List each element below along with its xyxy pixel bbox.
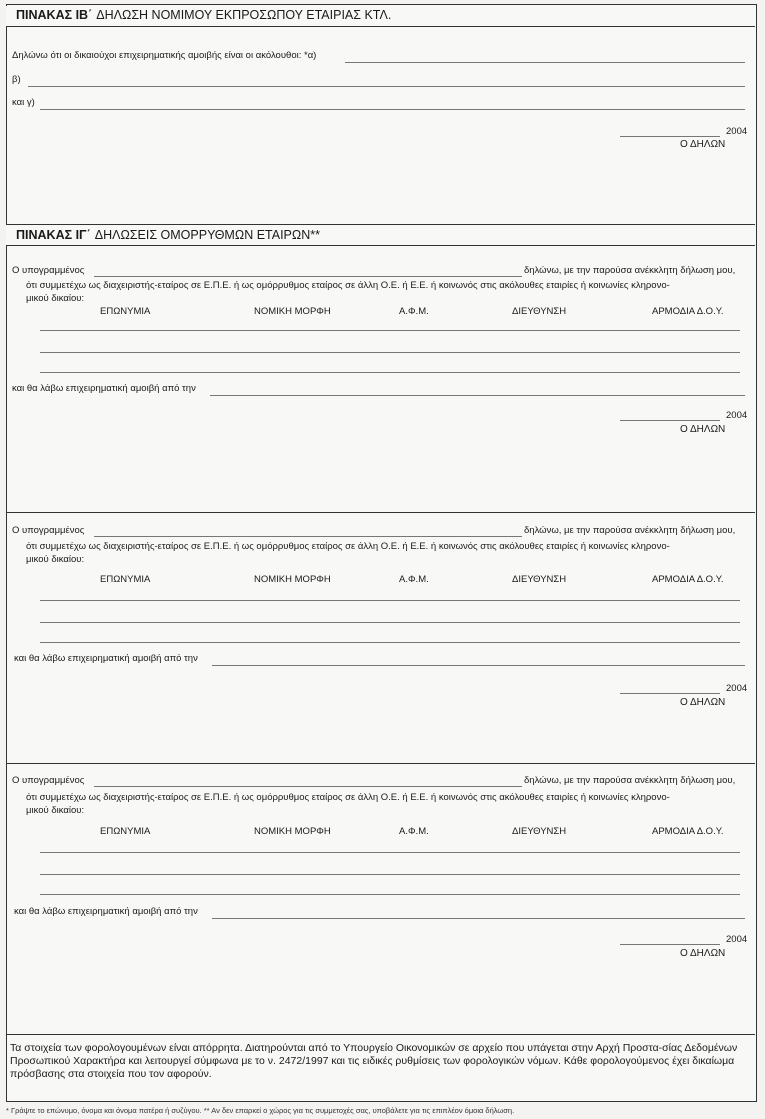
ig3-date-line[interactable] bbox=[620, 944, 720, 945]
ig3-fee-line[interactable] bbox=[212, 918, 745, 919]
section-ib-title bbox=[16, 8, 391, 22]
ig3-name-line[interactable] bbox=[94, 786, 522, 787]
ig3-row-2[interactable] bbox=[40, 874, 740, 875]
ig2-col-address: ΔΙΕΥΘΥΝΣΗ bbox=[512, 574, 567, 585]
ig2-col-doy: ΑΡΜΟΔΙΑ Δ.Ο.Υ. bbox=[652, 574, 724, 585]
ig3-year: 2004 bbox=[726, 934, 748, 945]
section-ig-title bbox=[16, 228, 320, 242]
ib-date-line[interactable] bbox=[620, 136, 720, 137]
ig2-col-afm: Α.Φ.Μ. bbox=[399, 574, 429, 585]
ig2-declarant: Ο ΔΗΛΩΝ bbox=[680, 697, 726, 708]
ig1-row-1[interactable] bbox=[40, 330, 740, 331]
ig1-row-2[interactable] bbox=[40, 352, 740, 353]
ib-beneficiary-b-line[interactable] bbox=[28, 86, 745, 87]
ib-beneficiary-c-line[interactable] bbox=[40, 109, 745, 110]
footer-divider bbox=[6, 1034, 755, 1035]
ig1-date-line[interactable] bbox=[620, 420, 720, 421]
ig1-col-legal-form: ΝΟΜΙΚΗ ΜΟΡΦΗ bbox=[254, 306, 331, 317]
ib-declarant: Ο ΔΗΛΩΝ bbox=[680, 139, 726, 150]
ig3-declarant: Ο ΔΗΛΩΝ bbox=[680, 948, 726, 959]
section-ib-header bbox=[6, 6, 755, 27]
ib-item-c: και γ) bbox=[12, 97, 35, 108]
ib-statement: Δηλώνω ότι οι δικαιούχοι επιχειρηματικής αμοιβής είναι οι ακόλουθοι: *α) bbox=[12, 50, 317, 61]
ig2-name-line[interactable] bbox=[94, 536, 522, 537]
ig3-participation-1: ότι συμμετέχω ως διαχειριστής-εταίρος σε Ε.Π.Ε. ή ως ομόρρυθμος εταίρος σε άλλη Ο.Ε. ή Ε.Ε. ή κοινωνός στις ακόλουθες εταιρίες ή κοινωνίες κληρονο- bbox=[26, 792, 670, 803]
ig2-col-legal-form: ΝΟΜΙΚΗ ΜΟΡΦΗ bbox=[254, 574, 331, 585]
ig1-fee: και θα λάβω επιχειρηματική αμοιβή από την bbox=[12, 383, 196, 394]
ig2-fee: και θα λάβω επιχειρηματική αμοιβή από την bbox=[14, 653, 198, 664]
ig3-row-3[interactable] bbox=[40, 894, 740, 895]
ig3-col-legal-form: ΝΟΜΙΚΗ ΜΟΡΦΗ bbox=[254, 826, 331, 837]
ig2-signer: Ο υπογραμμένος bbox=[12, 525, 85, 536]
ig1-row-3[interactable] bbox=[40, 372, 740, 373]
ig1-declare: δηλώνω, με την παρούσα ανέκκλητη δήλωση μου, bbox=[524, 265, 736, 276]
ig1-col-name: ΕΠΩΝΥΜΙΑ bbox=[100, 306, 151, 317]
ig3-fee: και θα λάβω επιχειρηματική αμοιβή από την bbox=[14, 906, 198, 917]
ig2-col-name: ΕΠΩΝΥΜΙΑ bbox=[100, 574, 151, 585]
ig2-row-3[interactable] bbox=[40, 642, 740, 643]
ig2-year: 2004 bbox=[726, 683, 748, 694]
ig3-declare: δηλώνω, με την παρούσα ανέκκλητη δήλωση μου, bbox=[524, 775, 736, 786]
ig1-col-afm: Α.Φ.Μ. bbox=[399, 306, 429, 317]
ig1-col-address: ΔΙΕΥΘΥΝΣΗ bbox=[512, 306, 567, 317]
ig2-declare: δηλώνω, με την παρούσα ανέκκλητη δήλωση μου, bbox=[524, 525, 736, 536]
ig2-date-line[interactable] bbox=[620, 693, 720, 694]
ig3-col-name: ΕΠΩΝΥΜΙΑ bbox=[100, 826, 151, 837]
ig1-name-line[interactable] bbox=[94, 276, 522, 277]
ig-divider-1 bbox=[6, 512, 755, 513]
ib-item-b: β) bbox=[12, 74, 21, 85]
ig1-year: 2004 bbox=[726, 410, 748, 421]
ig3-row-1[interactable] bbox=[40, 852, 740, 853]
ig3-col-address: ΔΙΕΥΘΥΝΣΗ bbox=[512, 826, 567, 837]
ig2-fee-line[interactable] bbox=[212, 665, 745, 666]
ig3-participation-2: μικού δικαίου: bbox=[26, 805, 85, 816]
ig1-signer: Ο υπογραμμένος bbox=[12, 265, 85, 276]
ig3-signer: Ο υπογραμμένος bbox=[12, 775, 85, 786]
section-ig-header bbox=[6, 224, 755, 246]
footnote: * Γράψτε το επώνυμο, όνομα και όνομα πατέρα ή συζύγου. ** Αν δεν επαρκεί ο χώρος για τις συμμετοχές σας, υποβάλετε για τις επιπλέον όμοια δήλωση. bbox=[6, 1106, 515, 1115]
ig2-participation-2: μικού δικαίου: bbox=[26, 554, 85, 565]
ig2-row-1[interactable] bbox=[40, 600, 740, 601]
ig2-participation-1: ότι συμμετέχω ως διαχειριστής-εταίρος σε Ε.Π.Ε. ή ως ομόρρυθμος εταίρος σε άλλη Ο.Ε. ή Ε.Ε. ή κοινωνός στις ακόλουθες εταιρίες ή κοινωνίες κληρονο- bbox=[26, 541, 670, 552]
section-ib-code: ΠΙΝΑΚΑΣ ΙΒ΄ bbox=[16, 8, 93, 22]
ig-divider-2 bbox=[6, 763, 755, 764]
section-ig-heading: ΔΗΛΩΣΕΙΣ ΟΜΟΡΡΥΘΜΩΝ ΕΤΑΙΡΩΝ** bbox=[94, 228, 320, 242]
ib-year: 2004 bbox=[726, 126, 748, 137]
confidentiality-notice: Τα στοιχεία των φορολογουμένων είναι απόρρητα. Διατηρούνται από το Υπουργείο Οικονομικών σε αρχείο που υπάγεται στην Αρχή Προστα-σίας Δεδομένων Προσωπικού Χαρακτήρα και λειτουργεί σύμφωνα με το ν. 2472/1997 και τις ειδικές ρυθμίσεις των φορολογικών νόμων. Κάθε φορολογούμενος έχει δικαίωμα πρόσβασης στα στοιχεία που τον αφορούν. bbox=[10, 1042, 738, 1080]
form-frame bbox=[6, 4, 757, 1102]
ig2-row-2[interactable] bbox=[40, 622, 740, 623]
section-ib-heading: ΔΗΛΩΣΗ ΝΟΜΙΜΟΥ ΕΚΠΡΟΣΩΠΟΥ ΕΤΑΙΡΙΑΣ ΚΤΛ. bbox=[96, 8, 392, 22]
section-ig-code: ΠΙΝΑΚΑΣ ΙΓ΄ bbox=[16, 228, 91, 242]
ib-beneficiary-a-line[interactable] bbox=[345, 62, 745, 63]
ig1-col-doy: ΑΡΜΟΔΙΑ Δ.Ο.Υ. bbox=[652, 306, 724, 317]
ig1-declarant: Ο ΔΗΛΩΝ bbox=[680, 424, 726, 435]
ig3-col-afm: Α.Φ.Μ. bbox=[399, 826, 429, 837]
ig1-fee-line[interactable] bbox=[210, 395, 745, 396]
ig1-participation-2: μικού δικαίου: bbox=[26, 293, 85, 304]
ig1-participation-1: ότι συμμετέχω ως διαχειριστής-εταίρος σε Ε.Π.Ε. ή ως ομόρρυθμος εταίρος σε άλλη Ο.Ε. ή Ε.Ε. ή κοινωνός στις ακόλουθες εταιρίες ή κοινωνίες κληρονο- bbox=[26, 280, 670, 291]
ig3-col-doy: ΑΡΜΟΔΙΑ Δ.Ο.Υ. bbox=[652, 826, 724, 837]
